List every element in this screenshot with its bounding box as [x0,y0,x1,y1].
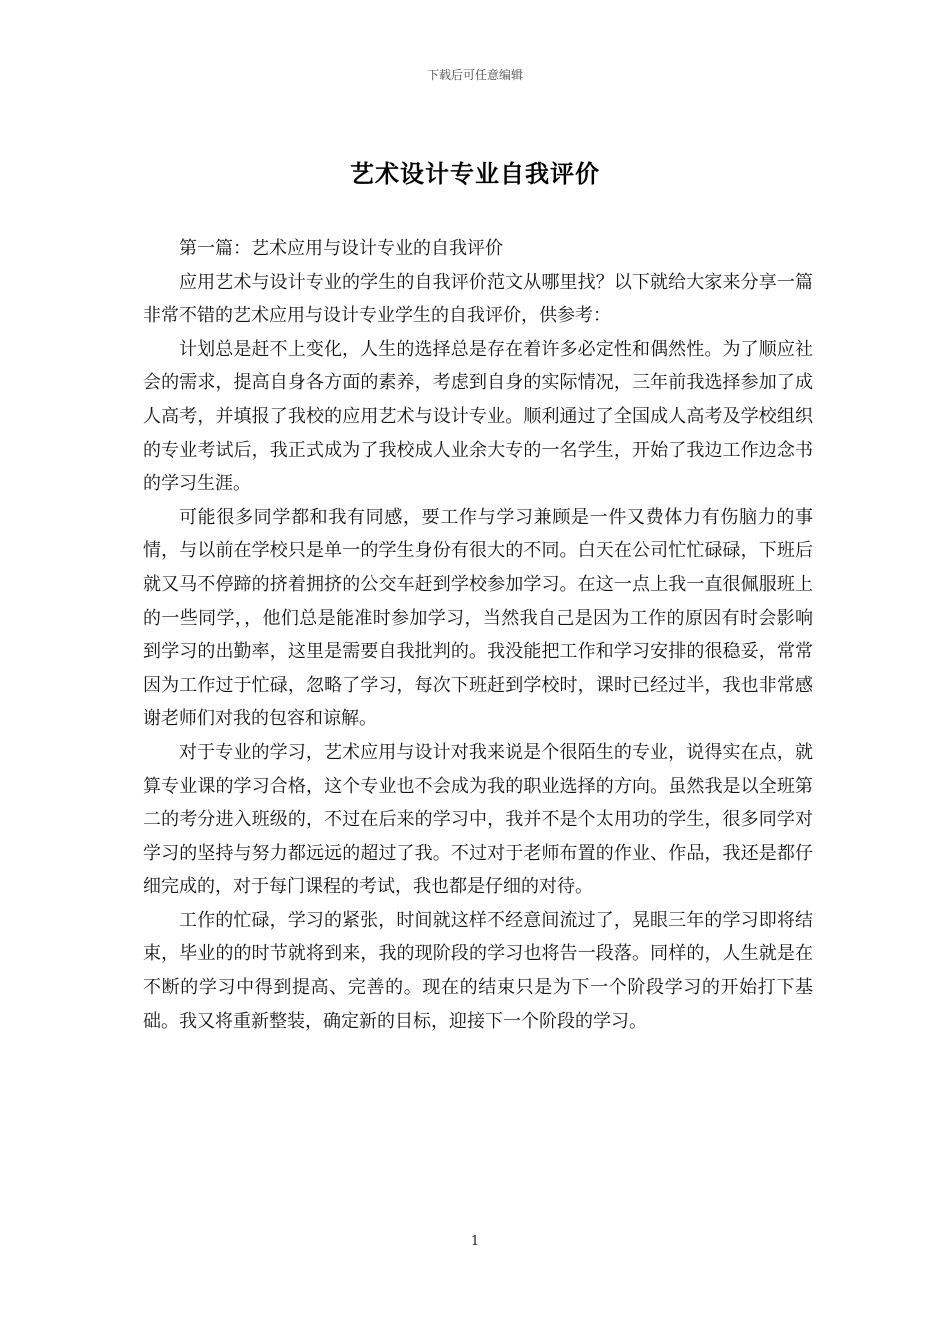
paragraph: 计划总是赶不上变化，人生的选择总是存在着许多必定性和偶然性。为了顺应社会的需求，提高自身各方面的素养，考虑到自身的实际情况，三年前我选择参加了成人高考，并填报了我校的应用艺术与设计专业。顺利通过了全国成人高考及学校组织的专业考试后，我正式成为了我校成人业余大专的一名学生，开始了我边工作边念书的学习生涯。 [143,338,813,495]
paragraph: 对于专业的学习，艺术应用与设计对我来说是个很陌生的专业，说得实在点，就算专业课的学习合格，这个专业也不会成为我的职业选择的方向。虽然我是以全班第二的考分进入班级的，不过在后来的学习中，我并不是个太用功的学生，很多同学对学习的坚持与努力都远远的超过了我。不过对于老师布置的作业、作品，我还是都仔细完成的，对于每门课程的考试，我也都是仔细的对待。 [143,741,813,898]
document-title: 艺术设计专业自我评价 [350,160,600,188]
paragraph: 工作的忙碌，学习的紧张，时间就这样不经意间流过了，晃眼三年的学习即将结束，毕业的的时节就将到来，我的现阶段的学习也将告一段落。同样的，人生就是在不断的学习中得到提高、完善的。现在的结束只是为下一个阶段学习的开始打下基础。我又将重新整装，确定新的目标，迎接下一个阶段的学习。 [143,909,813,1032]
paragraph: 应用艺术与设计专业的学生的自我评价范文从哪里找？以下就给大家来分享一篇非常不错的艺术应用与设计专业学生的自我评价，供参考： [143,271,813,327]
page-header: 下载后可任意编辑 [426,68,523,82]
paragraph: 可能很多同学都和我有同感，要工作与学习兼顾是一件又费体力有伤脑力的事情，与以前在学校只是单一的学生身份有很大的不同。白天在公司忙忙碌碌，下班后就又马不停蹄的挤着拥挤的公交车赶到学校参加学习。在这一点上我一直很佩服班上的一些同学，，他们总是能准时参加学习，当然我自己是因为工作的原因有时会影响到学习的出勤率，这里是需要自我批判的。我没能把工作和学习安排的很稳妥，常常因为工作过于忙碌，忽略了学习，每次下班赶到学校时，课时已经过半，我也非常感谢老师们对我的包容和谅解。 [143,506,813,730]
page-number: 1 [470,1234,480,1249]
section-heading: 第一篇：艺术应用与设计专业的自我评价 [179,238,503,259]
document-body [143,232,813,1038]
